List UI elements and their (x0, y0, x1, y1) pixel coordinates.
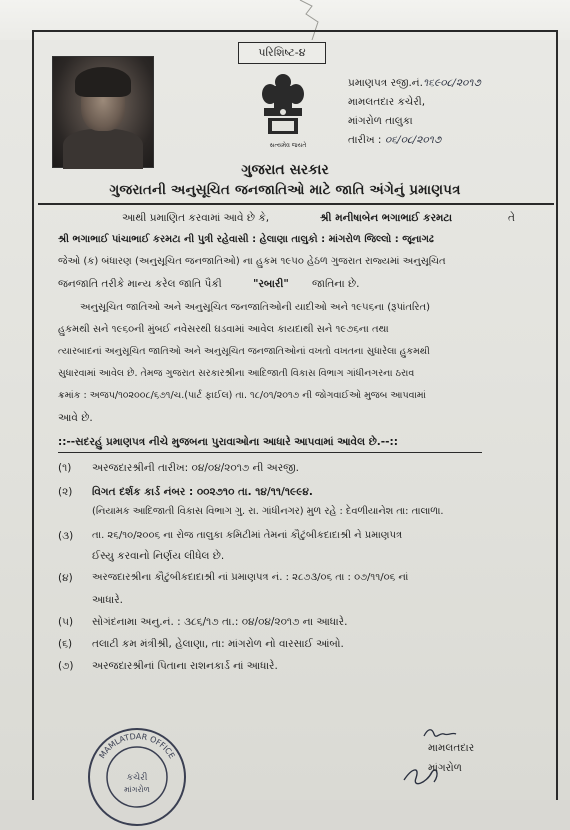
seal-top-text: MAMLATDAR OFFICE (97, 731, 177, 761)
annexure-box: પરિશિષ્ટ-૪ (238, 42, 326, 64)
father-residence-line: શ્રી ભગાભાઈ પાંચાભાઈ કરમટા ની પુત્રી રહેવાસી : હેલાણા તાલુકો : માંગરોળ જિલ્લો : જૂનાગઢ (58, 234, 434, 245)
item-number: (૨) (58, 486, 73, 498)
body-line-1c: તે (508, 212, 515, 224)
body-line-5: અનુસૂચિત જાતિઓ અને અનુસૂચિત જનજાતિઓની યાદીઓ અને ૧૯૫૬ના (રૂપાંતરિત) (80, 302, 431, 313)
item-number: (૪) (58, 572, 73, 584)
evidence-item: તા. ૨૬/૧૦/૨૦૦૬ ના રોજ તાલુકા કમિટીમાં તેમનાં કૌટુંબીકદાદાશ્રી ને પ્રમાણપત્ર (92, 530, 403, 541)
body-line-7: ત્યારબાદનાં અનુસૂચિત જાતિઓ અને અનુસૂચિત જનજાતિઓનાં વખતો વખતના સુધારેલા હુકમથી (58, 346, 430, 357)
evidence-item: અરજદારશ્રીના કૌટુંબીકદાદાશ્રી નાં પ્રમાણપત્ર નં. : ૨૮૭૩/૦૬ તા : ૦૭/૧૧/૦૬ નાં (92, 572, 409, 583)
body-line-4c: જાતિના છે. (312, 278, 360, 290)
certificate-title: ગુજરાતની અનુસૂચિત જનજાતિઓ માટે જાતિ અંગેનું પ્રમાણપત્ર (109, 182, 461, 198)
signatory-place: માંગરોળ (428, 762, 462, 774)
body-line-4a: જનજાતિ તરીકે માન્ય કરેલ જાતિ પૈકી (58, 278, 222, 290)
taluka-name: માંગરોળ તાલુકા (348, 115, 413, 127)
item-number: (૬) (58, 638, 73, 650)
title-underline (38, 203, 554, 205)
office-seal-stamp (84, 724, 190, 830)
date-label: તારીખ : (348, 134, 382, 146)
section-underline (58, 452, 482, 453)
signature-mark (394, 722, 534, 802)
cert-no-value: ૧૬૯૦૮/૨૦૧૭ (422, 77, 481, 89)
evidence-item: સોગંદનામા અનુ.નં. : ૩૮૬/૧૭ તા.: ૦૪/૦૪/૨૦૧૭ ના આધારે. (92, 616, 348, 628)
body-line-9: ક્રમાંક : અજપ/૧૦૨૦૦૮/૬૭૧/ચ.(પાર્ટ ફાઈલ) તા. ૧૮/૦૧/૨૦૧૭ ની જોગવાઈઓ મુજબ આપવામાં (58, 390, 426, 401)
body-line-3: જેઓ (ક) બંધારણ (અનુસૂચિત જનજાતિઓ) ના હુકમ ૧૯૫૦ હેઠળ ગુજરાત રાજ્યમાં અનુસૂચિત (58, 256, 446, 267)
evidence-item: તલાટી કમ મંત્રીશ્રી, હેલાણા, તા: માંગરોળ નો વારસાઈ આંબો. (92, 638, 344, 650)
evidence-item: અરજદારશ્રીની તારીખ: ૦૪/૦૪/૨૦૧૭ ની અરજી. (92, 462, 299, 474)
evidence-item-cont: (નિયામક આદિજાતી વિકાસ વિભાગ ગુ. રા. ગાંધીનગર) મુળ રહે : દેવળીયાનેશ તા: તાલાળા. (92, 506, 444, 517)
evidence-item: વિગત દર્શક કાર્ડ નંબર : ૦૦૨૭૧૦ તા. ૧૪/૧૧/૧૯૯૪. (92, 486, 313, 498)
emblem-motto: સત્યમેવ જયતે (269, 142, 307, 149)
evidence-item: અરજદારશ્રીનાં પિતાના રાશનકાર્ડ નાં આધારે. (92, 660, 278, 672)
certificate-meta (348, 74, 481, 150)
national-emblem-icon (258, 72, 308, 142)
signatory-title: મામલતદાર (428, 742, 475, 754)
item-number: (૧) (58, 462, 72, 474)
evidence-section-title: ::--સદરહું પ્રમાણપત્ર નીચે મુજબના પુરાવાઓના આધારે આપવામાં આવેલ છે.--:: (58, 436, 398, 448)
evidence-item-cont: આધારે. (92, 594, 123, 606)
body-line-8: સુધારવામાં આવેલ છે. તેમજ ગુજરાત સરકારશ્રીના આદિજાતી વિકાસ વિભાગ ગાંધીનગરના ઠરાવ (58, 368, 415, 379)
date-value: ૦૬/૦૮/૨૦૧૭ (384, 134, 442, 146)
evidence-item-cont: ઈસ્યુ કરવાનો નિર્ણય લીધેલ છે. (92, 550, 225, 562)
item-number: (૭) (58, 660, 74, 672)
government-name: ગુજરાત સરકાર (241, 162, 329, 178)
cert-no-label: પ્રમાણપત્ર રજી.નં. (348, 77, 423, 89)
body-line-6: હુકમથી સને ૧૯૬૦ની મુંબઈ નવેસરથી ઘડવામાં આવેલ કાયદાથી સને ૧૯૭૬ના તથા (58, 324, 389, 335)
body-line-1a: આથી પ્રમાણિત કરવામાં આવે છે કે, (122, 212, 270, 224)
item-number: (૩) (58, 530, 74, 542)
caste-name: "રબારી" (253, 278, 289, 290)
office-name: મામલતદાર કચેરી, (348, 96, 426, 108)
seal-center-text: કચેરી (126, 773, 148, 783)
seal-bottom-text: માંગરોળ (124, 785, 150, 794)
body-line-10: આવે છે. (58, 412, 93, 424)
applicant-photo (52, 56, 154, 168)
applicant-name: શ્રી મનીષાબેન ભગાભાઈ કરમટા (320, 212, 453, 224)
item-number: (૫) (58, 616, 74, 628)
